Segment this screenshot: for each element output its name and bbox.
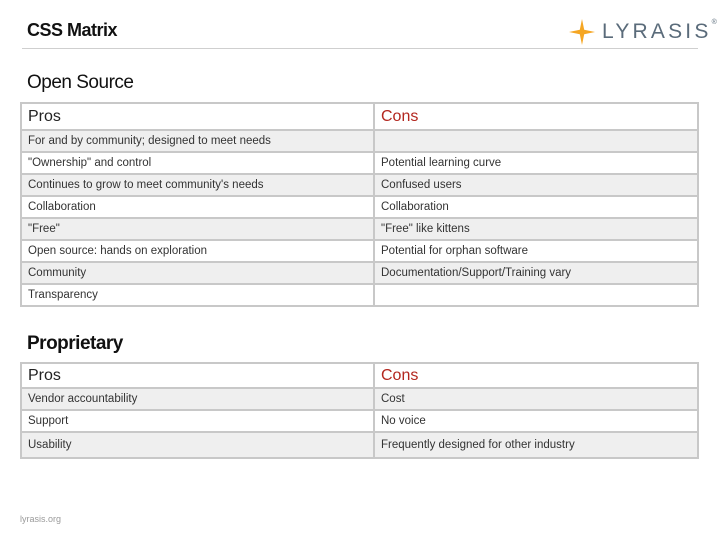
con-cell bbox=[374, 284, 698, 306]
pro-cell: Continues to grow to meet community's needs bbox=[21, 174, 374, 196]
lyrasis-logo bbox=[568, 17, 717, 47]
pros-header: Pros bbox=[21, 103, 374, 130]
table-row bbox=[21, 262, 698, 284]
pros-header: Pros bbox=[21, 363, 374, 388]
registered-mark: ® bbox=[711, 19, 717, 26]
con-cell: "Free" like kittens bbox=[374, 218, 698, 240]
table-row bbox=[21, 410, 698, 432]
proprietary-matrix bbox=[20, 362, 699, 459]
pro-cell: Transparency bbox=[21, 284, 374, 306]
pro-cell: Open source: hands on exploration bbox=[21, 240, 374, 262]
table-row bbox=[21, 432, 698, 458]
table-row bbox=[21, 130, 698, 152]
footer-url: lyrasis.org bbox=[20, 514, 62, 524]
logo-wordmark: LYRASIS bbox=[602, 20, 712, 43]
pro-cell: "Free" bbox=[21, 218, 374, 240]
con-cell: Collaboration bbox=[374, 196, 698, 218]
pro-cell: For and by community; designed to meet needs bbox=[21, 130, 374, 152]
pro-cell: Community bbox=[21, 262, 374, 284]
title-divider bbox=[22, 48, 698, 49]
con-cell: Confused users bbox=[374, 174, 698, 196]
open-source-matrix bbox=[20, 102, 699, 307]
con-cell: Potential for orphan software bbox=[374, 240, 698, 262]
table-header-row bbox=[21, 103, 698, 130]
cons-header: Cons bbox=[374, 363, 698, 388]
con-cell: Cost bbox=[374, 388, 698, 410]
table-row bbox=[21, 388, 698, 410]
con-cell: Potential learning curve bbox=[374, 152, 698, 174]
table-row bbox=[21, 218, 698, 240]
pro-cell: Vendor accountability bbox=[21, 388, 374, 410]
slide-title: CSS Matrix bbox=[27, 20, 118, 40]
con-cell: No voice bbox=[374, 410, 698, 432]
pro-cell: Support bbox=[21, 410, 374, 432]
con-cell: Frequently designed for other industry bbox=[374, 432, 698, 458]
con-cell: Documentation/Support/Training vary bbox=[374, 262, 698, 284]
pro-cell: Collaboration bbox=[21, 196, 374, 218]
table-row bbox=[21, 284, 698, 306]
con-cell bbox=[374, 130, 698, 152]
table-header-row bbox=[21, 363, 698, 388]
cons-header: Cons bbox=[374, 103, 698, 130]
table-row bbox=[21, 240, 698, 262]
table-row bbox=[21, 196, 698, 218]
star-icon bbox=[568, 18, 596, 46]
proprietary-heading: Proprietary bbox=[27, 333, 123, 354]
pro-cell: Usability bbox=[21, 432, 374, 458]
open-source-heading: Open Source bbox=[27, 72, 134, 93]
table-row bbox=[21, 152, 698, 174]
table-row bbox=[21, 174, 698, 196]
pro-cell: "Ownership" and control bbox=[21, 152, 374, 174]
